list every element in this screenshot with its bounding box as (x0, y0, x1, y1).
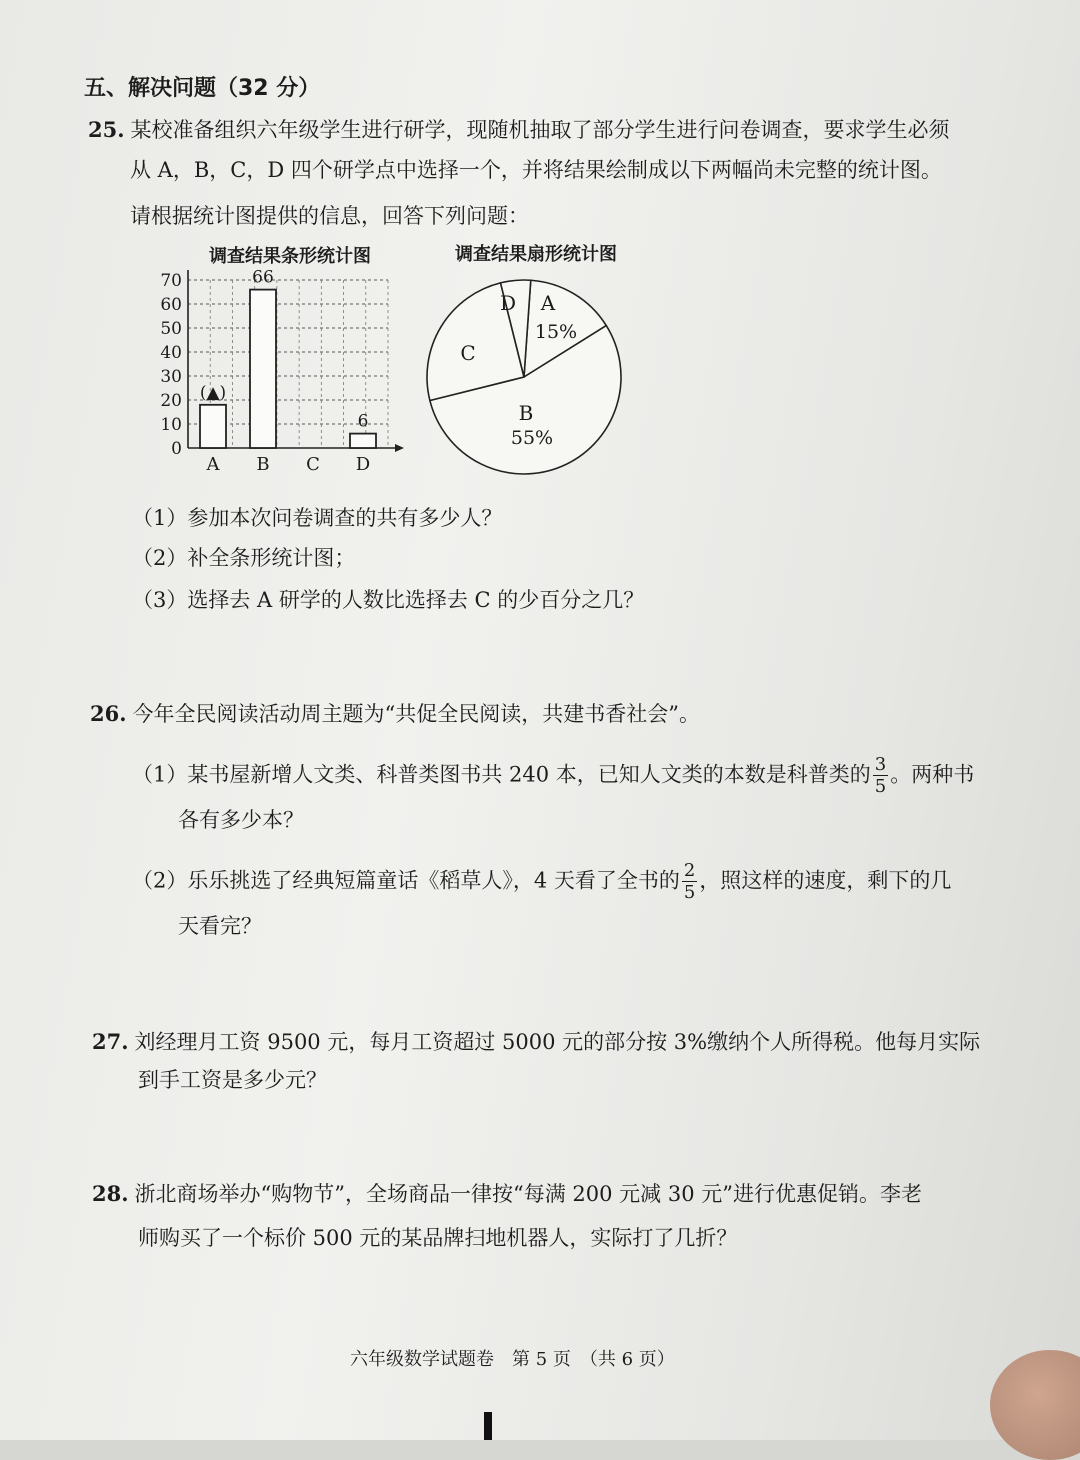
fraction (873, 756, 888, 796)
pie-slice-label: B (518, 401, 534, 425)
part-text: （1）某书屋新增人文类、科普类图书共 240 本，已知人文类的本数是科普类的 (132, 762, 871, 787)
x-tick-label: D (355, 454, 371, 475)
question-25-part-1: （1）参加本次问卷调查的共有多少人？ (132, 506, 503, 530)
question-25-part-3: （3）选择去 A 研学的人数比选择去 C 的少百分之几？ (132, 588, 645, 612)
binding-mark (484, 1412, 492, 1440)
pie-chart-title: 调查结果扇形统计图 (455, 244, 617, 265)
question-number: 28. (92, 1181, 129, 1206)
bar-data-label: 66 (252, 267, 274, 288)
question-number: 25. (88, 117, 125, 142)
fraction-numerator: 2 (683, 860, 696, 881)
bar-chart (150, 240, 420, 480)
question-text: 刘经理月工资 9500 元，每月工资超过 5000 元的部分按 3%缴纳个人所得税。他每月实际 (134, 1030, 981, 1054)
question-25-part-2: （2）补全条形统计图； (132, 546, 356, 570)
bar-data-label: 6 (357, 411, 369, 432)
bar-D (350, 434, 376, 448)
bar-B (250, 290, 276, 448)
question-26-part-1 (132, 756, 974, 796)
pie-slice-label: A (540, 291, 556, 315)
fraction-denominator: 5 (874, 776, 887, 797)
page-footer: 六年级数学试题卷 第 5 页 （共 6 页） (350, 1349, 675, 1370)
y-tick-label: 10 (160, 415, 182, 435)
pie-chart (420, 240, 640, 480)
pie-percent-label: 55% (510, 427, 554, 449)
pie-percent-label: 15% (534, 321, 578, 343)
question-28-line-1 (92, 1182, 922, 1206)
part-text: 。两种书 (890, 762, 975, 787)
fraction (682, 862, 697, 902)
question-25-line-1 (88, 118, 950, 142)
y-tick-label: 60 (160, 295, 182, 315)
pie-slice-label: D (499, 291, 517, 315)
fraction-denominator: 5 (683, 882, 696, 903)
section-title: 五、解决问题（32 分） (84, 76, 321, 101)
y-tick-label: 40 (160, 343, 182, 363)
x-axis-arrow (395, 444, 404, 452)
bar-data-label: (▲) (199, 382, 227, 403)
question-28-line-2: 师购买了一个标价 500 元的某品牌扫地机器人，实际打了几折？ (138, 1226, 738, 1250)
question-number: 26. (90, 701, 127, 726)
question-number: 27. (92, 1029, 129, 1054)
bar-chart-title: 调查结果条形统计图 (209, 246, 371, 267)
question-26-part-1-cont: 各有多少本？ (178, 808, 304, 832)
y-tick-label: 20 (160, 391, 182, 411)
y-tick-label: 30 (160, 367, 182, 387)
question-text: 某校准备组织六年级学生进行研学，现随机抽取了部分学生进行问卷调查，要求学生必须 (130, 118, 950, 142)
thumb-in-corner (990, 1350, 1080, 1460)
question-25-line-2: 从 A，B，C，D 四个研学点中选择一个，并将结果绘制成以下两幅尚未完整的统计图。 (130, 158, 942, 182)
part-text: ，照这样的速度，剩下的几 (699, 868, 952, 893)
x-tick-label: B (256, 454, 270, 475)
question-text: 今年全民阅读活动周主题为“共促全民阅读，共建书香社会”。 (132, 702, 701, 726)
question-27-line-2: 到手工资是多少元？ (138, 1068, 327, 1092)
question-27-line-1 (92, 1030, 980, 1054)
question-25-line-3: 请根据统计图提供的信息，回答下列问题： (130, 204, 529, 228)
question-26-part-2 (132, 862, 951, 902)
y-tick-label: 50 (160, 319, 182, 339)
y-tick-label: 70 (160, 271, 182, 291)
question-26-intro (90, 702, 700, 726)
bar-A (200, 405, 226, 448)
part-text: （2）乐乐挑选了经典短篇童话《稻草人》，4 天看了全书的 (132, 868, 680, 893)
pie-slice-label: C (460, 341, 476, 365)
question-26-part-2-cont: 天看完？ (178, 914, 262, 938)
question-text: 浙北商场举办“购物节”，全场商品一律按“每满 200 元减 30 元”进行优惠促销。李老 (134, 1182, 922, 1206)
x-tick-label: A (206, 454, 220, 475)
y-tick-label: 0 (171, 439, 182, 459)
x-tick-label: C (306, 454, 320, 475)
fraction-numerator: 3 (874, 754, 887, 775)
